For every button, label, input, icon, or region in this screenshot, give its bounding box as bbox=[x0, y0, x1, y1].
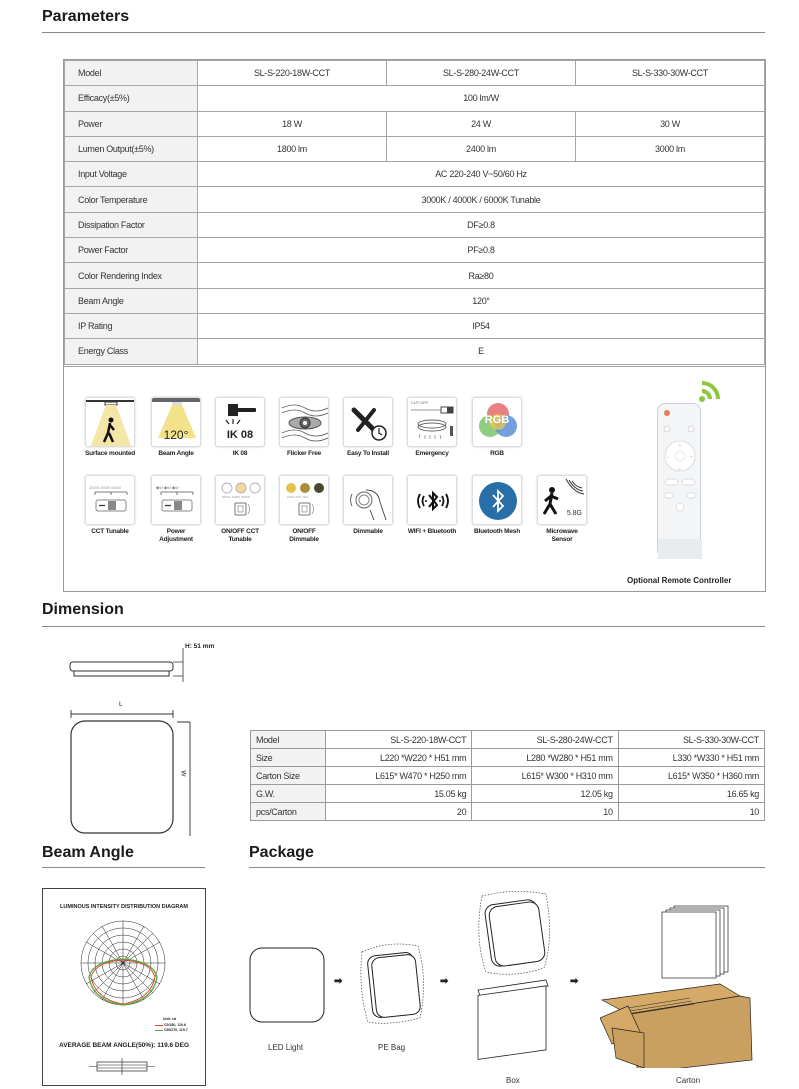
ik08-badge: IK 08 bbox=[226, 429, 254, 441]
parameter-value: IP54 bbox=[198, 313, 765, 338]
beam-legend-c0 bbox=[155, 1023, 186, 1027]
dimension-row bbox=[251, 749, 765, 767]
feature-label: Microwave Sensor bbox=[546, 528, 578, 543]
feature-emergency bbox=[406, 397, 458, 458]
dimension-value: SL-S-330-30W-CCT bbox=[618, 731, 764, 749]
parameters-panel bbox=[63, 59, 766, 592]
parameter-row bbox=[65, 238, 765, 263]
dimension-value: 10 bbox=[618, 803, 764, 821]
dimension-value: SL-S-280-24W-CCT bbox=[472, 731, 618, 749]
cut-off-label: CUT OFF bbox=[411, 400, 429, 405]
svg-text:6000K 4000K 3000K: 6000K 4000K 3000K bbox=[222, 495, 250, 499]
feature-bluetooth-mesh bbox=[471, 475, 523, 536]
wrench-screwdriver-clock-icon bbox=[343, 397, 393, 447]
parameter-value: 3000K / 4000K / 6000K Tunable bbox=[198, 187, 765, 212]
parameter-value: 1800 lm bbox=[198, 136, 387, 161]
length-label: L bbox=[119, 701, 123, 708]
feature-wifi-bluetooth bbox=[406, 475, 458, 536]
polar-diagram bbox=[43, 911, 207, 1021]
parameter-label: Input Voltage bbox=[65, 162, 198, 187]
feature-dimmable bbox=[342, 475, 394, 536]
parameter-label: Color Temperature bbox=[65, 187, 198, 212]
beam-average: AVERAGE BEAM ANGLE(50%): 119.6 DEG bbox=[58, 1042, 190, 1049]
beam-diagram-title: LUMINOUS INTENSITY DISTRIBUTION DIAGRAM bbox=[60, 904, 188, 910]
dimension-label: Carton Size bbox=[251, 767, 326, 785]
dimension-value: 12.05 kg bbox=[472, 785, 618, 803]
cct-switch-icon bbox=[85, 475, 135, 525]
parameter-label: Energy Class bbox=[65, 339, 198, 364]
dimension-value: L615* W300 * H310 mm bbox=[472, 767, 618, 785]
dimension-value: L615* W470 * H250 mm bbox=[326, 767, 472, 785]
parameter-label: Efficacy(±5%) bbox=[65, 86, 198, 111]
dimension-divider bbox=[42, 626, 765, 627]
onoff-cct-icon bbox=[215, 475, 265, 525]
feature-label: Power Adjustment bbox=[159, 528, 193, 543]
parameter-label: Model bbox=[65, 61, 198, 86]
bluetooth-mesh-icon bbox=[472, 475, 522, 525]
box-drawing bbox=[474, 888, 554, 1068]
ik08-hammer-icon bbox=[215, 397, 265, 447]
dimmable-knob-icon bbox=[343, 475, 393, 525]
wifi-bluetooth-icon bbox=[407, 475, 457, 525]
svg-text:3000K 4000K 6000K: 3000K 4000K 6000K bbox=[89, 486, 122, 490]
parameter-label: Beam Angle bbox=[65, 288, 198, 313]
beam-legend-c90 bbox=[155, 1028, 188, 1032]
feature-cct-tunable bbox=[84, 475, 136, 536]
surface-mounted-icon bbox=[85, 397, 135, 447]
svg-text:–: – bbox=[667, 454, 670, 459]
parameter-value: SL-S-220-18W-CCT bbox=[198, 61, 387, 86]
parameter-value: 24 W bbox=[387, 111, 576, 136]
feature-ik08 bbox=[214, 397, 266, 458]
feature-label: Surface mounted bbox=[84, 450, 136, 457]
feature-onoff-cct bbox=[214, 475, 266, 544]
feature-label: Dimmable bbox=[353, 528, 383, 535]
feature-label: RGB bbox=[490, 450, 504, 457]
feature-label: CCT Tunable bbox=[91, 528, 129, 535]
svg-text:◆W ◆W ◆W: ◆W ◆W ◆W bbox=[156, 485, 179, 490]
svg-text:☼: ☼ bbox=[678, 466, 682, 471]
section-title-beam-angle: Beam Angle bbox=[42, 844, 134, 861]
parameter-value: Ra≥80 bbox=[198, 263, 765, 288]
arrow-icon: ➡ bbox=[570, 976, 579, 987]
parameter-row bbox=[65, 288, 765, 313]
microwave-badge: 5.8G bbox=[566, 510, 582, 517]
beam-angle-icon bbox=[151, 397, 201, 447]
feature-power-adjustment bbox=[150, 475, 202, 544]
svg-text:100% 60% 10%: 100% 60% 10% bbox=[287, 495, 309, 499]
dimension-value: L330 *W330 * H51 mm bbox=[618, 749, 764, 767]
remote-controller-image bbox=[657, 403, 701, 558]
package-step-led-light: LED Light bbox=[268, 1043, 304, 1052]
parameter-value: 18 W bbox=[198, 111, 387, 136]
parameter-value: 3000 lm bbox=[576, 136, 765, 161]
parameter-label: Power Factor bbox=[65, 238, 198, 263]
dimension-row bbox=[251, 785, 765, 803]
rgb-circle-icon bbox=[472, 397, 522, 447]
dimension-label: pcs/Carton bbox=[251, 803, 326, 821]
beam-profile-sketch bbox=[85, 1057, 165, 1077]
parameter-label: Dissipation Factor bbox=[65, 212, 198, 237]
parameter-value: 100 lm/W bbox=[198, 86, 765, 111]
parameter-row bbox=[65, 111, 765, 136]
parameter-value: PF≥0.8 bbox=[198, 238, 765, 263]
dimension-row bbox=[251, 767, 765, 785]
dimension-value: SL-S-220-18W-CCT bbox=[326, 731, 472, 749]
dimension-value: L220 *W220 * H51 mm bbox=[326, 749, 472, 767]
beam-unit: Unit: cd bbox=[163, 1017, 177, 1021]
dimension-row bbox=[251, 803, 765, 821]
parameter-value: DF≥0.8 bbox=[198, 212, 765, 237]
remote-caption: Optional Remote Controller bbox=[627, 576, 732, 585]
feature-flicker-free bbox=[278, 397, 330, 458]
parameter-value: 120° bbox=[198, 288, 765, 313]
parameter-value: 30 W bbox=[576, 111, 765, 136]
parameter-label: Power bbox=[65, 111, 198, 136]
parameter-row bbox=[65, 339, 765, 364]
dimension-value: 10 bbox=[472, 803, 618, 821]
parameter-row bbox=[65, 136, 765, 161]
height-label: H: 51 mm bbox=[185, 643, 215, 650]
feature-label: Flicker Free bbox=[286, 450, 322, 457]
parameter-value: SL-S-330-30W-CCT bbox=[576, 61, 765, 86]
parameter-label: Lumen Output(±5%) bbox=[65, 136, 198, 161]
feature-label: ON/OFF Dimmable bbox=[289, 528, 319, 543]
feature-label: IK 08 bbox=[232, 450, 248, 457]
feature-label: WIFI + Bluetooth bbox=[407, 528, 457, 535]
feature-beam-angle bbox=[150, 397, 202, 458]
parameters-table bbox=[64, 60, 765, 365]
arrow-icon: ➡ bbox=[334, 976, 343, 987]
features-area bbox=[64, 366, 765, 592]
dimension-label: G.W. bbox=[251, 785, 326, 803]
parameters-divider bbox=[42, 32, 765, 33]
feature-rgb bbox=[471, 397, 523, 458]
dimension-value: 15.05 kg bbox=[326, 785, 472, 803]
pe-bag-drawing bbox=[358, 940, 428, 1030]
width-label: W bbox=[179, 770, 187, 777]
feature-label: ON/OFF CCT Tunable bbox=[221, 528, 259, 543]
parameter-value: 2400 lm bbox=[387, 136, 576, 161]
wireless-signal-icon bbox=[696, 375, 726, 405]
feature-surface-mounted bbox=[84, 397, 136, 458]
section-title-package: Package bbox=[249, 844, 314, 861]
dimension-value: 16.65 kg bbox=[618, 785, 764, 803]
parameter-label: Color Rendering Index bbox=[65, 263, 198, 288]
flicker-free-eye-icon bbox=[279, 397, 329, 447]
dimension-value: L280 *W280 * H51 mm bbox=[472, 749, 618, 767]
arrow-icon: ➡ bbox=[440, 976, 449, 987]
rgb-badge: RGB bbox=[484, 414, 510, 426]
parameter-row bbox=[65, 86, 765, 111]
feature-easy-install bbox=[342, 397, 394, 458]
feature-label: Bluetooth Mesh bbox=[474, 528, 520, 535]
parameter-value: SL-S-280-24W-CCT bbox=[387, 61, 576, 86]
microwave-sensor-icon bbox=[537, 475, 587, 525]
section-title-parameters: Parameters bbox=[42, 8, 130, 25]
package-divider bbox=[249, 867, 765, 868]
beam-angle-divider bbox=[42, 867, 205, 868]
dimension-label: Model bbox=[251, 731, 326, 749]
power-switch-icon bbox=[151, 475, 201, 525]
carton-drawing bbox=[600, 888, 770, 1068]
parameter-value: E bbox=[198, 339, 765, 364]
dimension-value: 20 bbox=[326, 803, 472, 821]
legend-label: C0/180, 119.6 bbox=[163, 1023, 186, 1027]
beam-angle-badge: 120° bbox=[163, 428, 189, 442]
parameter-label: IP Rating bbox=[65, 313, 198, 338]
emergency-battery-icon bbox=[407, 397, 457, 447]
svg-text:☼: ☼ bbox=[678, 442, 682, 447]
dimension-label: Size bbox=[251, 749, 326, 767]
onoff-dimmable-icon bbox=[279, 475, 329, 525]
led-light-drawing bbox=[247, 945, 327, 1025]
parameter-row bbox=[65, 313, 765, 338]
package-step-box: Box bbox=[506, 1076, 520, 1085]
parameter-value: AC 220-240 V~50/60 Hz bbox=[198, 162, 765, 187]
dimension-value: L615* W350 * H360 mm bbox=[618, 767, 764, 785]
feature-microwave-sensor bbox=[536, 475, 588, 544]
beam-diagram-panel bbox=[42, 888, 206, 1086]
section-title-dimension: Dimension bbox=[42, 601, 124, 618]
parameter-row bbox=[65, 162, 765, 187]
feature-label: Beam Angle bbox=[158, 450, 194, 457]
feature-label: Emergency bbox=[415, 450, 449, 457]
parameter-row bbox=[65, 61, 765, 86]
package-step-pe-bag: PE Bag bbox=[378, 1043, 406, 1052]
legend-label: C90/270, 119.7 bbox=[163, 1028, 188, 1032]
feature-onoff-dimmable bbox=[278, 475, 330, 544]
feature-label: Easy To Install bbox=[346, 450, 390, 457]
svg-text:+: + bbox=[690, 454, 693, 459]
package-step-carton: Carton bbox=[676, 1076, 701, 1085]
remote-buttons-icon bbox=[658, 404, 702, 559]
parameter-row bbox=[65, 212, 765, 237]
dimension-table bbox=[250, 730, 765, 821]
parameter-row bbox=[65, 263, 765, 288]
parameter-row bbox=[65, 187, 765, 212]
dimension-row bbox=[251, 731, 765, 749]
